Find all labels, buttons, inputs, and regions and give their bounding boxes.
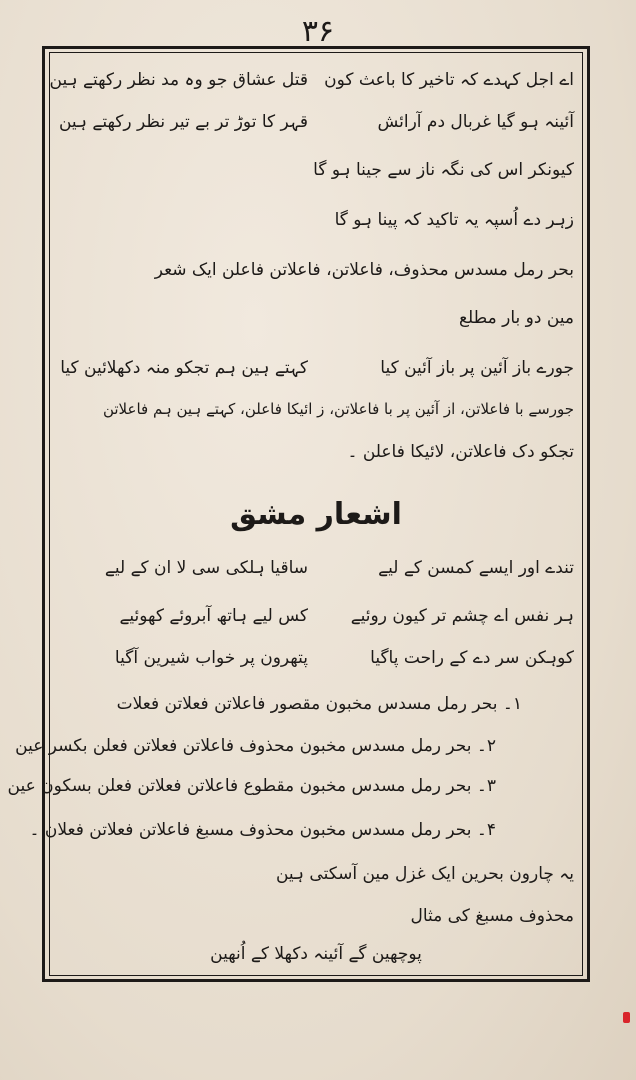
numbered-item: ۱۔ بحر رمل مسدس مخبون مقصور فاعلاتن فعلاتن فعلات — [116, 694, 522, 714]
page-edge-mark — [623, 1012, 630, 1023]
hemistich-first: تندے اور ایسے کمسن کے لیے — [378, 558, 574, 578]
example-line: پوچھین گے آئینہ دکھلا کے اُنھین — [210, 944, 422, 964]
hemistich-second: پتھرون پر خواب شیرین آگیا — [114, 648, 308, 668]
numbered-item: ۴۔ بحر رمل مسدس مخبون محذوف مسبغ فاعلاتن فعلاتن فعلان ۔ — [29, 820, 496, 840]
page-content — [7, 64, 574, 964]
section-heading: اشعار مشق — [230, 497, 402, 532]
hemistich-first: اے اجل کہدے کہ تاخیر کا باعث کون — [324, 70, 574, 90]
numbered-item: ۳۔ بحر رمل مسدس مخبون مقطوع فاعلاتن فعلاتن فعلن بسکون عین — [7, 776, 496, 796]
verse-line: زہر دے اُسپہ یہ تاکید کہ پینا ہو گا — [334, 210, 574, 230]
hemistich-first: آئینہ ہو گیا غربال دم آرائش — [377, 112, 574, 132]
verse-line: کیونکر اس کی نگہ ناز سے جینا ہو گا — [313, 160, 574, 180]
meter-note: مین دو بار مطلع — [458, 308, 574, 328]
numbered-item: ۲۔ بحر رمل مسدس مخبون محذوف فاعلاتن فعلاتن فعلن بکسر عین — [15, 736, 496, 756]
scansion-line: جورسے با فاعلاتن، از آئین پر با فاعلاتن، ز ائیکا فاعلن، کہتے ہین ہم فاعلاتن — [102, 400, 574, 418]
couplet — [58, 112, 574, 144]
hemistich-first: ہر نفس اے چشم تر کیون روئیے — [350, 606, 574, 626]
page-number: ۳۶ — [301, 14, 335, 49]
hemistich-second: کہتے ہین ہم تجکو منہ دکھلائین کیا — [60, 358, 308, 378]
closing-line: یہ چارون بحرین ایک غزل مین آسکتی ہین — [275, 864, 574, 884]
couplet — [58, 606, 574, 638]
couplet — [49, 70, 574, 102]
hemistich-second: کس لیے ہاتھ آبروئے کھوئیے — [119, 606, 308, 626]
closing-line: محذوف مسبغ کی مثال — [410, 906, 574, 926]
hemistich-second: قہر کا توڑ تر بے تیر نظر رکھتے ہین — [58, 112, 308, 132]
hemistich-first: کوہکن سر دے کے راحت پاگیا — [370, 648, 574, 668]
hemistich-second: قتل عشاق جو وہ مد نظر رکھتے ہین — [49, 70, 308, 90]
hemistich-first: جورے باز آئین پر باز آئین کیا — [380, 358, 574, 378]
meter-description: بحر رمل مسدس محذوف، فاعلاتن، فاعلاتن فاعلن ایک شعر — [154, 260, 574, 280]
couplet — [58, 358, 574, 390]
couplet — [58, 558, 574, 590]
couplet — [58, 648, 574, 680]
hemistich-second: ساقیا ہلکی سی لا ان کے لیے — [104, 558, 308, 578]
scansion-line: تجکو دک فاعلاتن، لائیکا فاعلن ۔ — [347, 442, 574, 462]
